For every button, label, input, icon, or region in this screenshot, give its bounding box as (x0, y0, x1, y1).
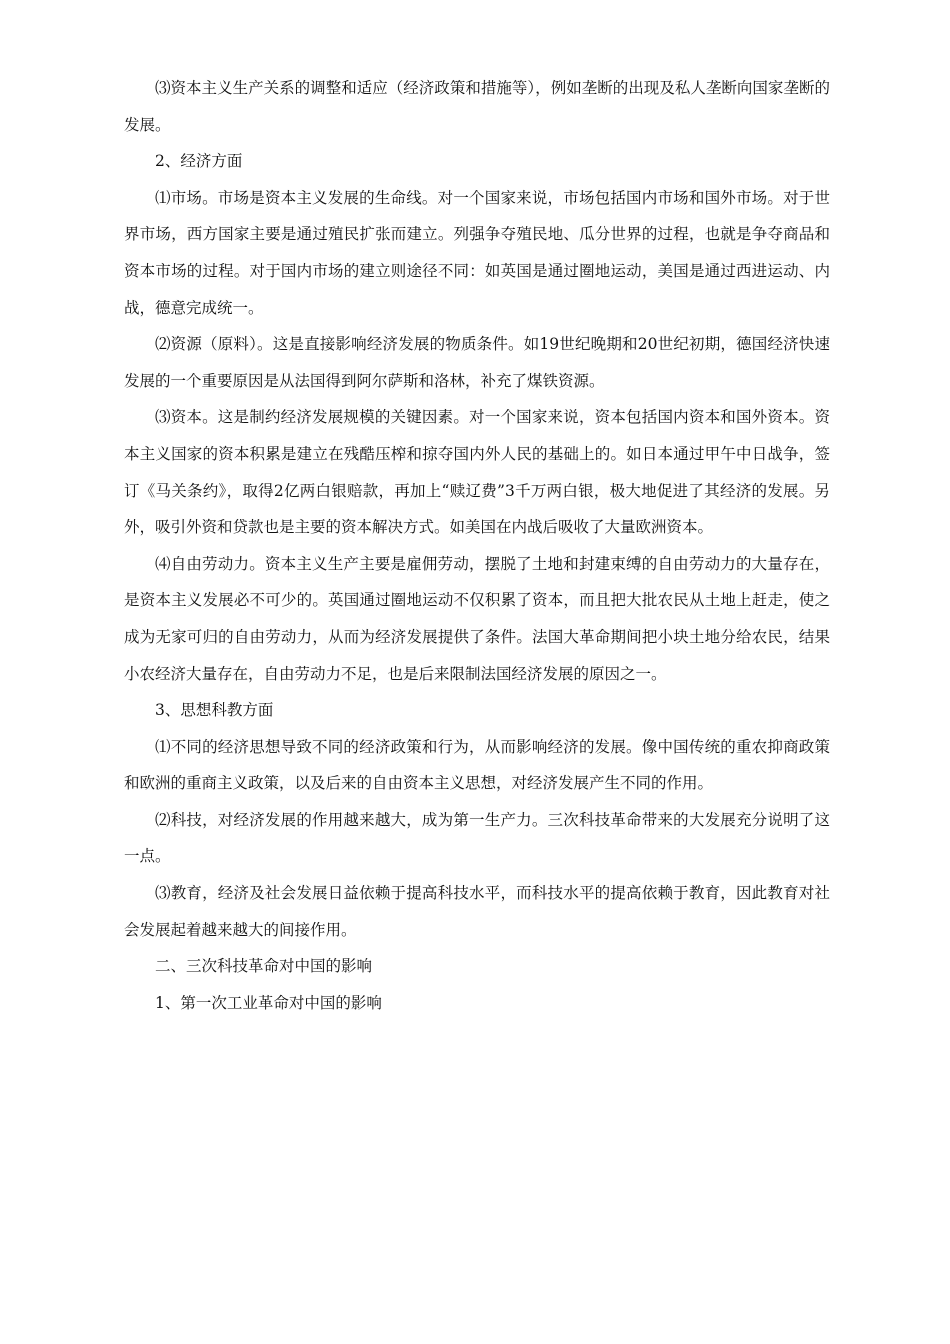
paragraph-economic-thought: ⑴不同的经济思想导致不同的经济政策和行为，从而影响经济的发展。像中国传统的重农抑商政策和欧洲的重商主义政策，以及后来的自由资本主义思想，对经济发展产生不同的作用。 (124, 737, 830, 793)
section-heading-impact-on-china: 二、三次科技革命对中国的影响 (155, 957, 373, 976)
paragraph-resources: ⑵资源（原料）。这是直接影响经济发展的物质条件。如19世纪晚期和20世纪初期，德国经济快速发展的一个重要原因是从法国得到阿尔萨斯和洛林，补充了煤铁资源。 (124, 335, 830, 390)
subheading-first-industrial-revolution: 1、第一次工业革命对中国的影响 (155, 993, 382, 1012)
paragraph-capital: ⑶资本。这是制约经济发展规模的关键因素。对一个国家来说，资本包括国内资本和国外资本。资本主义国家的资本积累是建立在残酷压榨和掠夺国内外人民的基础上的。如日本通过甲午中日战争，签订《马关条约》，取得2亿两白银赔款，再加上“赎辽费”3千万两白银，极大地促进了其经济的发展。另外，吸引外资和贷款也是主要的资本解决方式。如美国在内战后吸收了大量欧洲资本。 (124, 408, 830, 537)
section-heading-economy: 2、经济方面 (155, 152, 243, 171)
paragraph-education: ⑶教育，经济及社会发展日益依赖于提高科技水平，而科技水平的提高依赖于教育，因此教育对社会发展起着越来越大的间接作用。 (124, 884, 830, 939)
section-heading-ideology-science-education: 3、思想科教方面 (155, 701, 274, 720)
paragraph-production-relations: ⑶资本主义生产关系的调整和适应（经济政策和措施等），例如垄断的出现及私人垄断向国家垄断的发展。 (124, 79, 830, 134)
document-body (124, 70, 830, 1021)
paragraph-technology: ⑵科技，对经济发展的作用越来越大，成为第一生产力。三次科技革命带来的大发展充分说明了这一点。 (124, 810, 830, 866)
paragraph-free-labor: ⑷自由劳动力。资本主义生产主要是雇佣劳动，摆脱了土地和封建束缚的自由劳动力的大量存在，是资本主义发展必不可少的。英国通过圈地运动不仅积累了资本，而且把大批农民从土地上赶走，使之成为无家可归的自由劳动力，从而为经济发展提供了条件。法国大革命期间把小块土地分给农民，结果小农经济大量存在，自由劳动力不足，也是后来限制法国经济发展的原因之一。 (124, 554, 830, 683)
paragraph-market: ⑴市场。市场是资本主义发展的生命线。对一个国家来说，市场包括国内市场和国外市场。对于世界市场，西方国家主要是通过殖民扩张而建立。列强争夺殖民地、瓜分世界的过程，也就是争夺商品和资本市场的过程。对于国内市场的建立则途径不同：如英国是通过圈地运动，美国是通过西进运动、内战，德意完成统一。 (124, 188, 830, 317)
